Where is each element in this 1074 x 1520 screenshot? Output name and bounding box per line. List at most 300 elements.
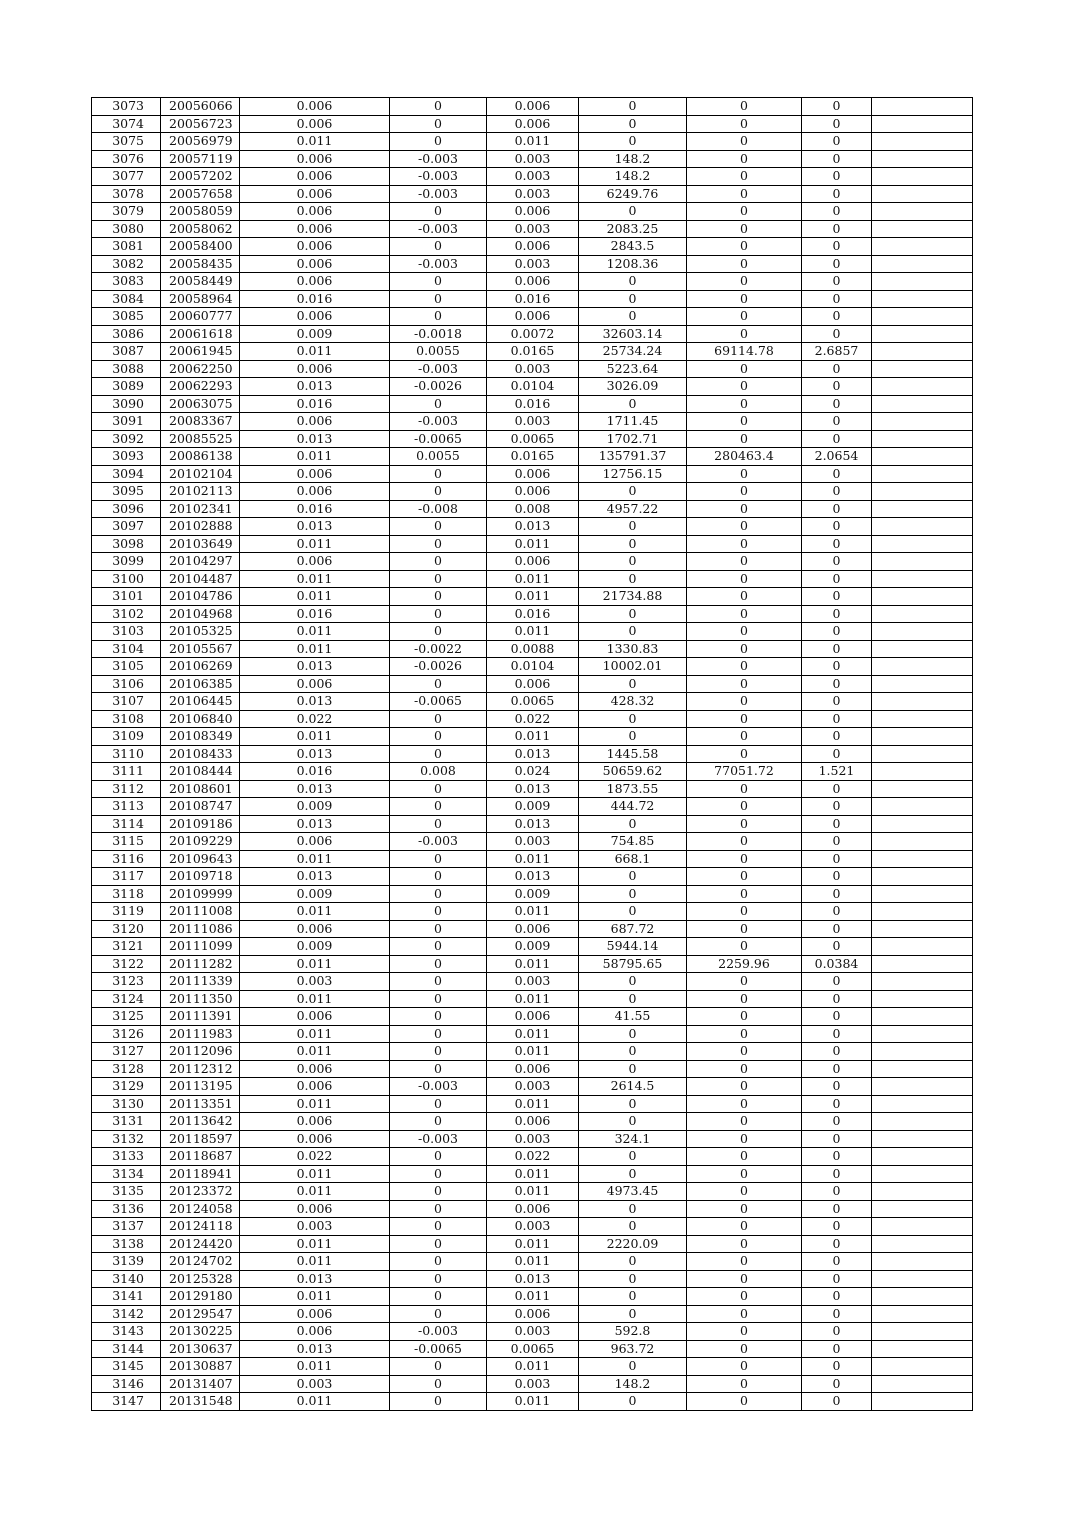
col8-cell: 0 [802, 780, 872, 798]
col8-cell: 0 [802, 990, 872, 1008]
col4-cell: 0 [390, 1270, 487, 1288]
col4-cell: 0 [390, 1043, 487, 1061]
table-row [92, 1235, 973, 1253]
col8-cell: 0 [802, 1148, 872, 1166]
col3-cell: 0.006 [240, 255, 390, 273]
row-number-cell: 3137 [92, 1218, 161, 1236]
col6-cell: 0 [579, 553, 687, 571]
blank-cell [872, 728, 973, 746]
col3-cell: 0.006 [240, 115, 390, 133]
blank-cell [872, 500, 973, 518]
col7-cell: 77051.72 [687, 763, 802, 781]
table-row [92, 605, 973, 623]
col3-cell: 0.016 [240, 500, 390, 518]
row-number-cell: 3096 [92, 500, 161, 518]
id-cell: 20104487 [161, 570, 240, 588]
col6-cell: 12756.15 [579, 465, 687, 483]
col3-cell: 0.011 [240, 1288, 390, 1306]
col5-cell: 0.011 [487, 588, 579, 606]
blank-cell [872, 553, 973, 571]
col8-cell: 0 [802, 98, 872, 116]
col5-cell: 0.009 [487, 938, 579, 956]
id-cell: 20060777 [161, 308, 240, 326]
col7-cell: 0 [687, 360, 802, 378]
col8-cell: 0 [802, 1253, 872, 1271]
col3-cell: 0.009 [240, 325, 390, 343]
col6-cell: 687.72 [579, 920, 687, 938]
col3-cell: 0.011 [240, 1025, 390, 1043]
table-row [92, 903, 973, 921]
data-table [91, 97, 973, 1411]
col7-cell: 0 [687, 185, 802, 203]
col4-cell: 0.008 [390, 763, 487, 781]
col6-cell: 6249.76 [579, 185, 687, 203]
col5-cell: 0.003 [487, 1323, 579, 1341]
table-row [92, 203, 973, 221]
blank-cell [872, 588, 973, 606]
col5-cell: 0.003 [487, 413, 579, 431]
col4-cell: 0 [390, 850, 487, 868]
col3-cell: 0.006 [240, 220, 390, 238]
col5-cell: 0.011 [487, 850, 579, 868]
col4-cell: 0 [390, 98, 487, 116]
col6-cell: 0 [579, 273, 687, 291]
blank-cell [872, 1078, 973, 1096]
col3-cell: 0.011 [240, 1393, 390, 1411]
col5-cell: 0.006 [487, 465, 579, 483]
row-number-cell: 3076 [92, 150, 161, 168]
id-cell: 20105325 [161, 623, 240, 641]
row-number-cell: 3101 [92, 588, 161, 606]
col7-cell: 0 [687, 133, 802, 151]
col7-cell: 0 [687, 518, 802, 536]
col4-cell: 0 [390, 973, 487, 991]
row-number-cell: 3118 [92, 885, 161, 903]
col4-cell: 0 [390, 1095, 487, 1113]
id-cell: 20108349 [161, 728, 240, 746]
col6-cell: 0 [579, 1253, 687, 1271]
col3-cell: 0.013 [240, 378, 390, 396]
id-cell: 20129180 [161, 1288, 240, 1306]
col5-cell: 0.003 [487, 1078, 579, 1096]
col7-cell: 0 [687, 430, 802, 448]
row-number-cell: 3098 [92, 535, 161, 553]
col3-cell: 0.009 [240, 885, 390, 903]
col6-cell: 1711.45 [579, 413, 687, 431]
col8-cell: 0 [802, 483, 872, 501]
id-cell: 20063075 [161, 395, 240, 413]
blank-cell [872, 133, 973, 151]
row-number-cell: 3123 [92, 973, 161, 991]
col6-cell: 4973.45 [579, 1183, 687, 1201]
col7-cell: 0 [687, 1358, 802, 1376]
blank-cell [872, 1358, 973, 1376]
col8-cell: 0 [802, 868, 872, 886]
col8-cell: 0 [802, 623, 872, 641]
col8-cell: 0 [802, 1323, 872, 1341]
table-row [92, 255, 973, 273]
col7-cell: 0 [687, 98, 802, 116]
col7-cell: 0 [687, 640, 802, 658]
id-cell: 20130637 [161, 1340, 240, 1358]
col7-cell: 0 [687, 745, 802, 763]
col5-cell: 0.006 [487, 1305, 579, 1323]
row-number-cell: 3121 [92, 938, 161, 956]
col6-cell: 58795.65 [579, 955, 687, 973]
id-cell: 20113351 [161, 1095, 240, 1113]
col3-cell: 0.011 [240, 1253, 390, 1271]
col6-cell: 0 [579, 395, 687, 413]
col4-cell: -0.003 [390, 168, 487, 186]
id-cell: 20057119 [161, 150, 240, 168]
id-cell: 20108601 [161, 780, 240, 798]
table-row [92, 115, 973, 133]
id-cell: 20058964 [161, 290, 240, 308]
id-cell: 20104968 [161, 605, 240, 623]
table-row [92, 833, 973, 851]
table-row [92, 1323, 973, 1341]
col4-cell: 0 [390, 1288, 487, 1306]
col6-cell: 0 [579, 973, 687, 991]
col8-cell: 0 [802, 588, 872, 606]
col7-cell: 0 [687, 378, 802, 396]
col6-cell: 963.72 [579, 1340, 687, 1358]
col3-cell: 0.006 [240, 1305, 390, 1323]
col3-cell: 0.011 [240, 955, 390, 973]
col7-cell: 0 [687, 1218, 802, 1236]
table-row [92, 378, 973, 396]
col4-cell: 0 [390, 745, 487, 763]
col6-cell: 0 [579, 903, 687, 921]
blank-cell [872, 833, 973, 851]
row-number-cell: 3097 [92, 518, 161, 536]
col7-cell: 0 [687, 1060, 802, 1078]
col6-cell: 0 [579, 1200, 687, 1218]
table-row [92, 1043, 973, 1061]
col7-cell: 0 [687, 693, 802, 711]
col4-cell: 0 [390, 518, 487, 536]
col6-cell: 1873.55 [579, 780, 687, 798]
id-cell: 20058400 [161, 238, 240, 256]
id-cell: 20058062 [161, 220, 240, 238]
row-number-cell: 3108 [92, 710, 161, 728]
col7-cell: 0 [687, 920, 802, 938]
col3-cell: 0.013 [240, 868, 390, 886]
blank-cell [872, 518, 973, 536]
col3-cell: 0.003 [240, 1218, 390, 1236]
table-row [92, 1113, 973, 1131]
table-row [92, 955, 973, 973]
col8-cell: 0 [802, 360, 872, 378]
row-number-cell: 3077 [92, 168, 161, 186]
blank-cell [872, 378, 973, 396]
col3-cell: 0.009 [240, 798, 390, 816]
col7-cell: 0 [687, 850, 802, 868]
blank-cell [872, 150, 973, 168]
col6-cell: 2843.5 [579, 238, 687, 256]
blank-cell [872, 185, 973, 203]
col6-cell: 1208.36 [579, 255, 687, 273]
blank-cell [872, 1060, 973, 1078]
blank-cell [872, 710, 973, 728]
col4-cell: 0 [390, 728, 487, 746]
row-number-cell: 3129 [92, 1078, 161, 1096]
col4-cell: 0 [390, 290, 487, 308]
col4-cell: 0 [390, 115, 487, 133]
blank-cell [872, 1148, 973, 1166]
blank-cell [872, 395, 973, 413]
id-cell: 20111099 [161, 938, 240, 956]
col3-cell: 0.011 [240, 343, 390, 361]
col4-cell: 0 [390, 1060, 487, 1078]
col8-cell: 0 [802, 115, 872, 133]
col4-cell: -0.003 [390, 833, 487, 851]
col7-cell: 0 [687, 220, 802, 238]
col5-cell: 0.0072 [487, 325, 579, 343]
col5-cell: 0.0165 [487, 343, 579, 361]
col7-cell: 0 [687, 290, 802, 308]
col5-cell: 0.0088 [487, 640, 579, 658]
col5-cell: 0.011 [487, 1183, 579, 1201]
col5-cell: 0.011 [487, 133, 579, 151]
col5-cell: 0.003 [487, 185, 579, 203]
id-cell: 20131548 [161, 1393, 240, 1411]
id-cell: 20102888 [161, 518, 240, 536]
col3-cell: 0.003 [240, 1375, 390, 1393]
blank-cell [872, 815, 973, 833]
id-cell: 20111391 [161, 1008, 240, 1026]
row-number-cell: 3081 [92, 238, 161, 256]
col8-cell: 0 [802, 308, 872, 326]
table-row [92, 1393, 973, 1411]
id-cell: 20102113 [161, 483, 240, 501]
row-number-cell: 3125 [92, 1008, 161, 1026]
col5-cell: 0.006 [487, 1008, 579, 1026]
col4-cell: 0 [390, 1393, 487, 1411]
row-number-cell: 3086 [92, 325, 161, 343]
col6-cell: 148.2 [579, 168, 687, 186]
col6-cell: 0 [579, 1393, 687, 1411]
table-row [92, 1218, 973, 1236]
col7-cell: 0 [687, 1323, 802, 1341]
row-number-cell: 3089 [92, 378, 161, 396]
col3-cell: 0.011 [240, 1095, 390, 1113]
blank-cell [872, 763, 973, 781]
row-number-cell: 3095 [92, 483, 161, 501]
col3-cell: 0.006 [240, 238, 390, 256]
row-number-cell: 3147 [92, 1393, 161, 1411]
col4-cell: 0 [390, 1148, 487, 1166]
id-cell: 20130887 [161, 1358, 240, 1376]
col7-cell: 0 [687, 833, 802, 851]
col5-cell: 0.003 [487, 833, 579, 851]
id-cell: 20112096 [161, 1043, 240, 1061]
table-row [92, 465, 973, 483]
col3-cell: 0.006 [240, 203, 390, 221]
blank-cell [872, 605, 973, 623]
col5-cell: 0.003 [487, 220, 579, 238]
col8-cell: 0 [802, 273, 872, 291]
col3-cell: 0.013 [240, 1340, 390, 1358]
id-cell: 20113195 [161, 1078, 240, 1096]
col4-cell: 0 [390, 1165, 487, 1183]
col4-cell: 0 [390, 1200, 487, 1218]
col3-cell: 0.011 [240, 1165, 390, 1183]
blank-cell [872, 1025, 973, 1043]
col8-cell: 0 [802, 920, 872, 938]
col5-cell: 0.011 [487, 955, 579, 973]
blank-cell [872, 850, 973, 868]
table-row [92, 763, 973, 781]
col6-cell: 0 [579, 605, 687, 623]
col8-cell: 0 [802, 255, 872, 273]
col4-cell: 0 [390, 308, 487, 326]
col5-cell: 0.011 [487, 1025, 579, 1043]
col6-cell: 0 [579, 815, 687, 833]
col6-cell: 50659.62 [579, 763, 687, 781]
col7-cell: 0 [687, 465, 802, 483]
col7-cell: 0 [687, 1130, 802, 1148]
table-row [92, 745, 973, 763]
blank-cell [872, 903, 973, 921]
col6-cell: 668.1 [579, 850, 687, 868]
row-number-cell: 3078 [92, 185, 161, 203]
col4-cell: -0.0026 [390, 378, 487, 396]
row-number-cell: 3104 [92, 640, 161, 658]
col4-cell: 0 [390, 903, 487, 921]
table-row [92, 360, 973, 378]
col4-cell: -0.008 [390, 500, 487, 518]
col3-cell: 0.006 [240, 1200, 390, 1218]
col6-cell: 3026.09 [579, 378, 687, 396]
col5-cell: 0.011 [487, 570, 579, 588]
col5-cell: 0.006 [487, 1060, 579, 1078]
row-number-cell: 3146 [92, 1375, 161, 1393]
blank-cell [872, 115, 973, 133]
col4-cell: -0.0022 [390, 640, 487, 658]
id-cell: 20118597 [161, 1130, 240, 1148]
col5-cell: 0.011 [487, 1358, 579, 1376]
blank-cell [872, 1218, 973, 1236]
col7-cell: 0 [687, 308, 802, 326]
col8-cell: 0 [802, 658, 872, 676]
col4-cell: -0.003 [390, 220, 487, 238]
col4-cell: 0 [390, 1253, 487, 1271]
col7-cell: 0 [687, 973, 802, 991]
col7-cell: 0 [687, 150, 802, 168]
col7-cell: 0 [687, 710, 802, 728]
row-number-cell: 3111 [92, 763, 161, 781]
table-row [92, 1008, 973, 1026]
col8-cell: 0 [802, 518, 872, 536]
row-number-cell: 3124 [92, 990, 161, 1008]
blank-cell [872, 1375, 973, 1393]
col5-cell: 0.011 [487, 728, 579, 746]
id-cell: 20111339 [161, 973, 240, 991]
col7-cell: 0 [687, 1043, 802, 1061]
id-cell: 20102104 [161, 465, 240, 483]
row-number-cell: 3085 [92, 308, 161, 326]
row-number-cell: 3140 [92, 1270, 161, 1288]
col3-cell: 0.011 [240, 570, 390, 588]
id-cell: 20104786 [161, 588, 240, 606]
col5-cell: 0.011 [487, 1288, 579, 1306]
col6-cell: 5944.14 [579, 938, 687, 956]
col6-cell: 0 [579, 570, 687, 588]
col6-cell: 0 [579, 1305, 687, 1323]
id-cell: 20056979 [161, 133, 240, 151]
col6-cell: 10002.01 [579, 658, 687, 676]
col7-cell: 0 [687, 1235, 802, 1253]
id-cell: 20111350 [161, 990, 240, 1008]
col8-cell: 0 [802, 605, 872, 623]
col6-cell: 0 [579, 1288, 687, 1306]
table-row [92, 1025, 973, 1043]
col4-cell: 0 [390, 885, 487, 903]
col6-cell: 0 [579, 518, 687, 536]
col7-cell: 0 [687, 658, 802, 676]
col8-cell: 0 [802, 1375, 872, 1393]
table-row [92, 1253, 973, 1271]
col8-cell: 0 [802, 973, 872, 991]
row-number-cell: 3127 [92, 1043, 161, 1061]
col4-cell: 0 [390, 465, 487, 483]
col8-cell: 0 [802, 465, 872, 483]
col6-cell: 0 [579, 133, 687, 151]
blank-cell [872, 868, 973, 886]
col4-cell: -0.0026 [390, 658, 487, 676]
col8-cell: 0 [802, 150, 872, 168]
blank-cell [872, 1235, 973, 1253]
col8-cell: 0 [802, 1200, 872, 1218]
col5-cell: 0.024 [487, 763, 579, 781]
col4-cell: 0 [390, 1113, 487, 1131]
col8-cell: 0 [802, 413, 872, 431]
blank-cell [872, 1095, 973, 1113]
col3-cell: 0.006 [240, 360, 390, 378]
col7-cell: 0 [687, 1340, 802, 1358]
col7-cell: 0 [687, 885, 802, 903]
col8-cell: 0 [802, 553, 872, 571]
col4-cell: 0 [390, 623, 487, 641]
table-row [92, 168, 973, 186]
col6-cell: 0 [579, 1113, 687, 1131]
col8-cell: 0 [802, 430, 872, 448]
col6-cell: 0 [579, 1060, 687, 1078]
col5-cell: 0.022 [487, 1148, 579, 1166]
blank-cell [872, 1200, 973, 1218]
table-row [92, 1288, 973, 1306]
col6-cell: 0 [579, 535, 687, 553]
id-cell: 20109186 [161, 815, 240, 833]
col7-cell: 0 [687, 1095, 802, 1113]
row-number-cell: 3134 [92, 1165, 161, 1183]
col4-cell: 0 [390, 955, 487, 973]
blank-cell [872, 693, 973, 711]
table-row [92, 1078, 973, 1096]
col5-cell: 0.003 [487, 150, 579, 168]
col7-cell: 0 [687, 1270, 802, 1288]
blank-cell [872, 1323, 973, 1341]
col7-cell: 0 [687, 325, 802, 343]
col3-cell: 0.006 [240, 1078, 390, 1096]
col8-cell: 0 [802, 1393, 872, 1411]
col5-cell: 0.006 [487, 1200, 579, 1218]
col8-cell: 0 [802, 1078, 872, 1096]
col5-cell: 0.006 [487, 273, 579, 291]
blank-cell [872, 168, 973, 186]
col8-cell: 0 [802, 798, 872, 816]
